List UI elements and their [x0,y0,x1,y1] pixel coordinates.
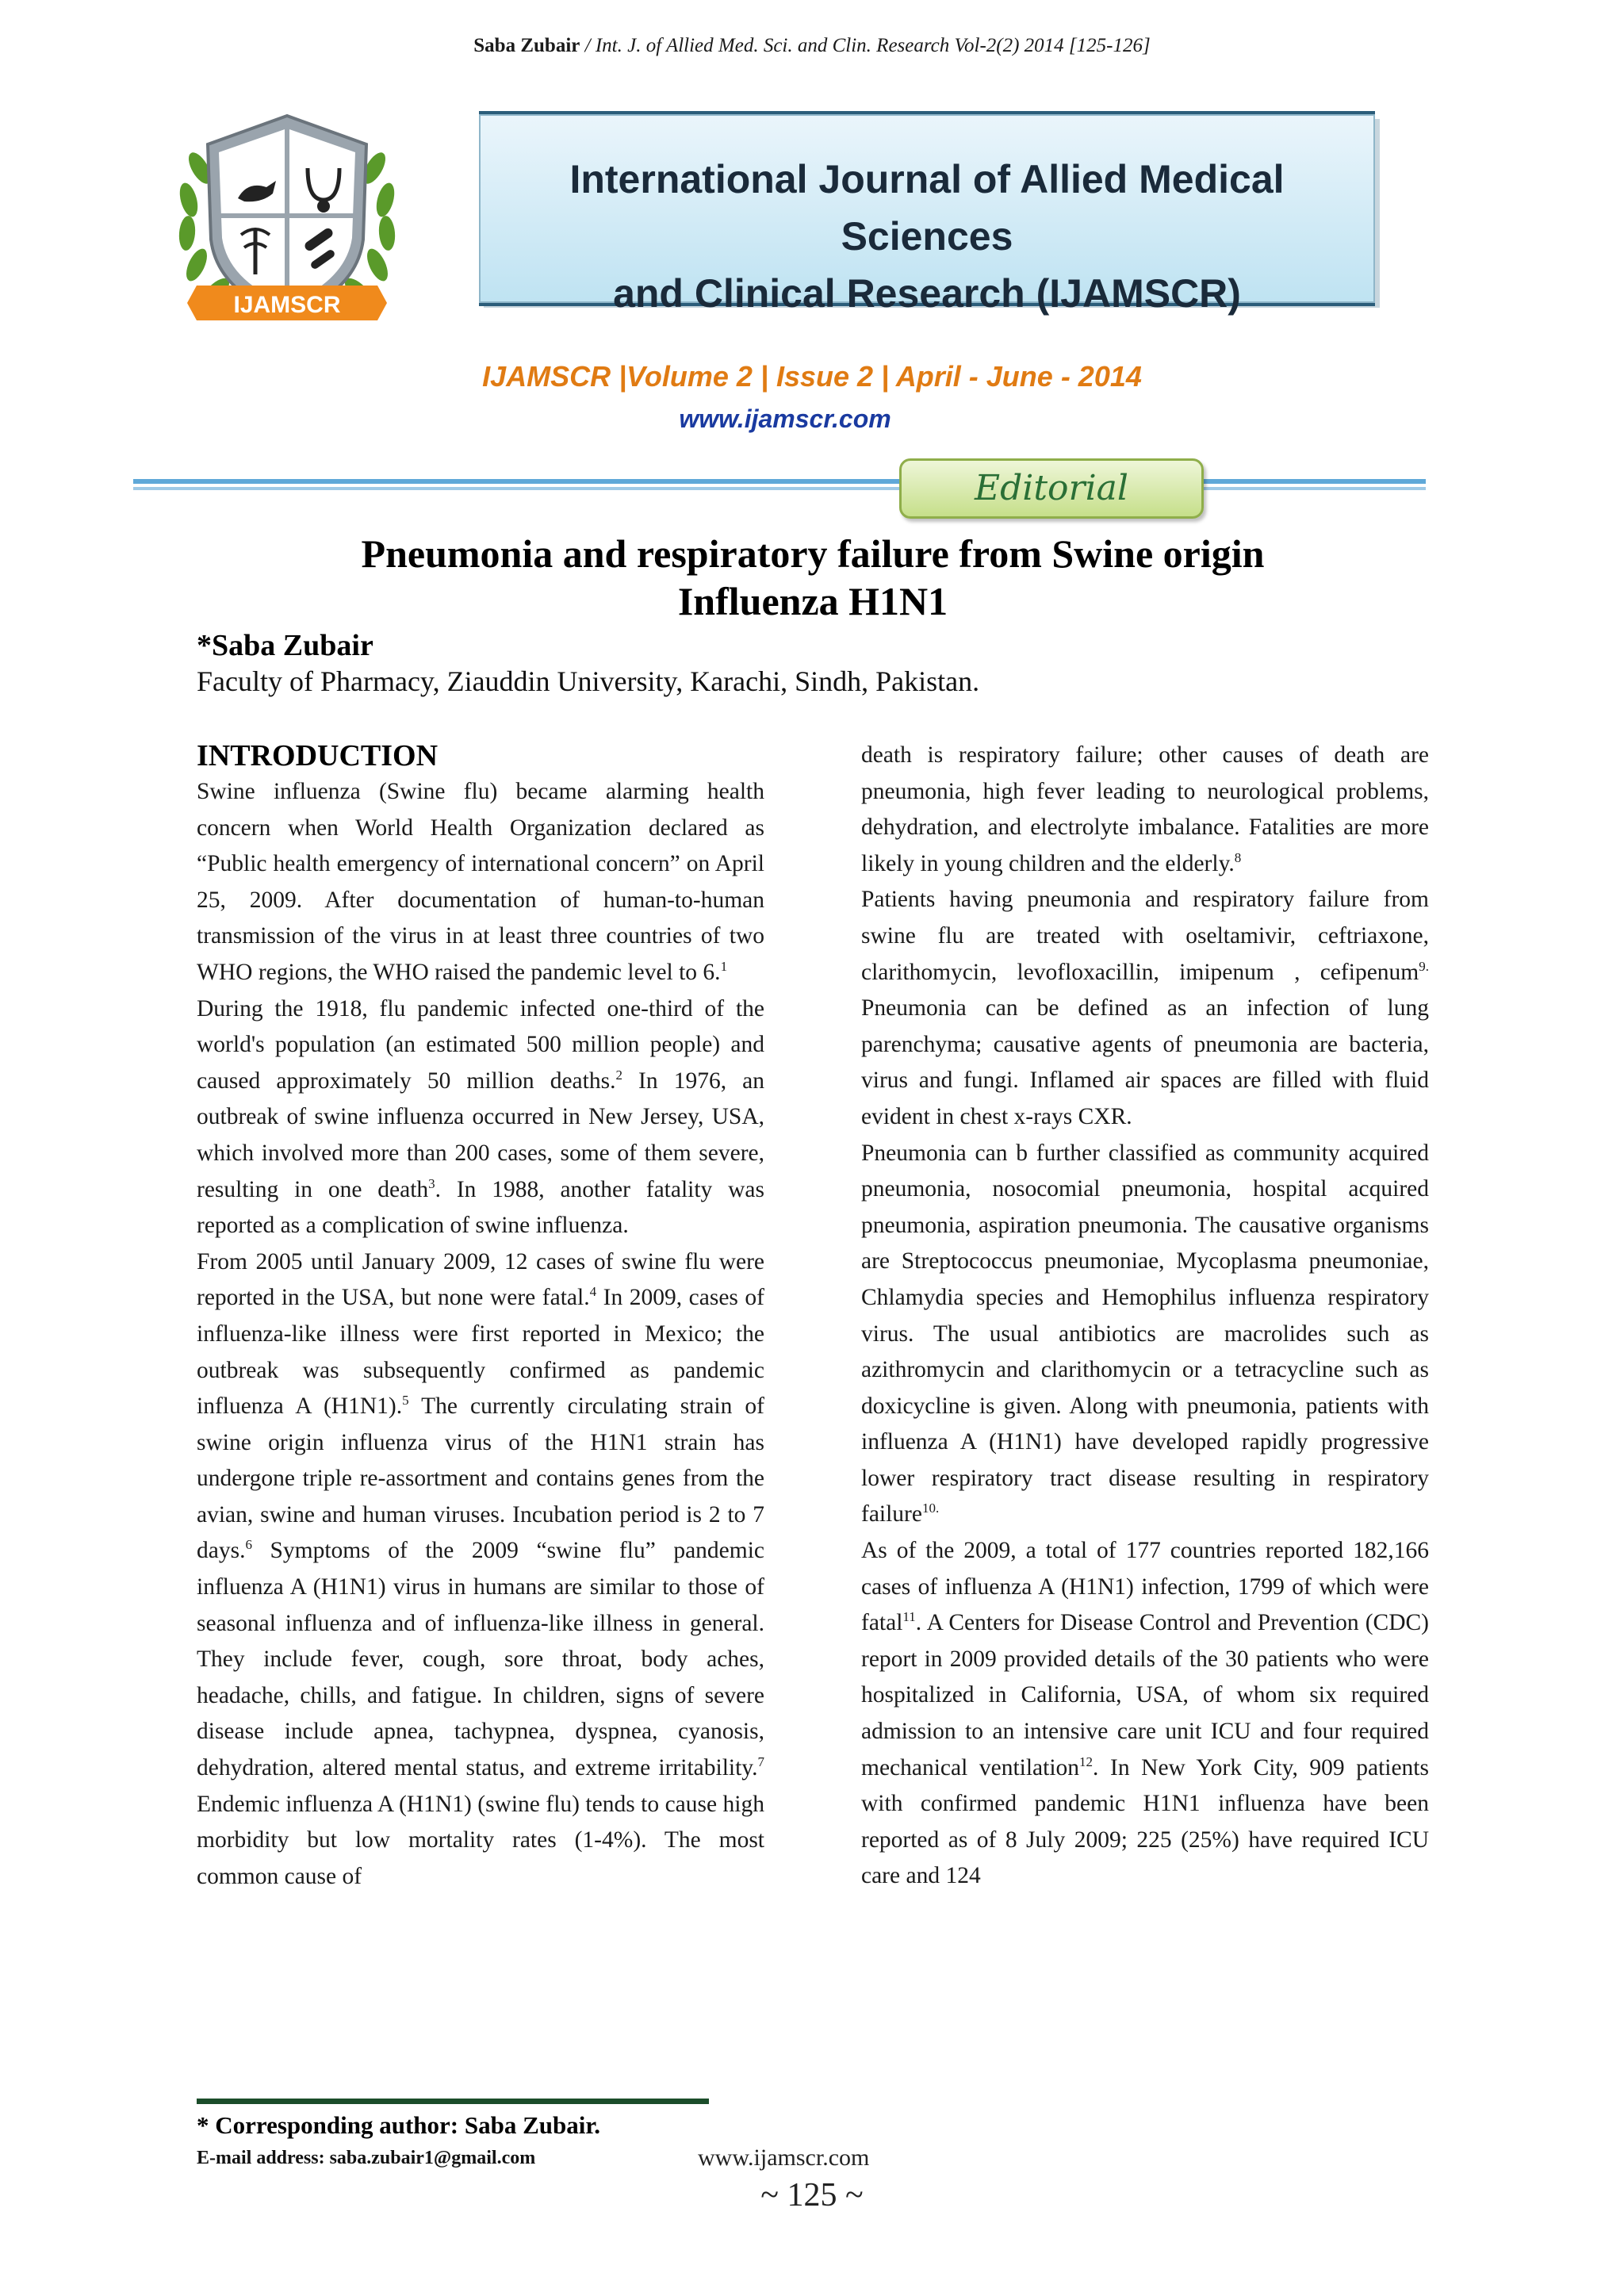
footnote-rule [197,2099,709,2104]
citation-ref: 11 [902,1609,916,1625]
citation-ref: 4 [589,1284,597,1300]
journal-logo [168,105,406,343]
article-author: *Saba Zubair [197,629,373,662]
footer-url: www.ijamscr.com [698,2145,870,2171]
citation-ref: 8 [1234,849,1242,865]
paragraph: From 2005 until January 2009, 12 cases of swine flu were reported in the USA, but none were fatal.$^4$ In 2009, cases of influenza-like illness were first reported in Mexico; the outbreak was subsequently confirmed as pandemic influenza A (H1N1).$^5$ The currently circulating strain of swine origin influenza virus of the H1N1 strain has undergone triple re-assortment and contains genes from the avian, swine and human viruses. Incubation period is 2 to 7 days.$^6$ Symptoms of the 2009 “swine flu” pandemic influenza A (H1N1) virus in humans are similar to those of seasonal influenza and of influenza-like illness in general. They include fever, cough, sore throat, body aches, headache, chills, and fatigue. In children, signs of severe disease include apnea, tachypnea, dyspnea, cyanosis, dehydration, altered mental status, and extreme irritability.$^7$ Endemic influenza A (H1N1) (swine flu) tends to cause high morbidity but low mortality rates (1-4%). The most common cause of [197,1248,765,1889]
paragraph: death is respiratory failure; other causes of death are pneumonia, high fever leading to neurological problems, dehydration, and electrolyte imbalance. Fatalities are more likely in young children and the elderly.$^8$ [861,742,1429,876]
body-column-right [861,738,1429,1895]
article-type-badge: Editorial [899,458,1204,519]
section-heading-introduction: INTRODUCTION [197,739,439,772]
paragraph: As of the 2009, a total of 177 countries reported 182,166 cases of influenza A (H1N1) infection, 1799 of which were fatal$^{11}$. A Centers for Disease Control and Prevention (CDC) report in 2009 provided details of the 30 patients who were hospitalized in California, USA, of whom six required admission to an intensive care unit ICU and four required mechanical ventilation$^{12}$. In New York City, 909 patients with confirmed pandemic H1N1 influenza have been reported as of 8 July 2009; 225 (25%) have required ICU care and 124 [861,1538,1429,1889]
citation-ref: 5 [402,1393,409,1409]
corresponding-author: * Corresponding author: Saba Zubair. [197,2111,601,2139]
paragraph: Swine influenza (Swine flu) became alarming health concern when World Health Organization declared as “Public health emergency of international concern” on April 25, 2009. After documentation of human-to-human transmission of the virus in at least three countries of two WHO regions, the WHO raised the pandemic level to 6.$^1$ [197,779,764,985]
article-title-line2: Influenza H1N1 [677,579,948,623]
running-head-sep: / [580,35,596,56]
citation-ref: 6 [245,1537,252,1553]
citation-ref: 7 [757,1754,764,1770]
article-affiliation: Faculty of Pharmacy, Ziauddin University, Karachi, Sindh, Pakistan. [197,665,980,697]
paragraph: Pneumonia can b further classified as community acquired pneumonia, nosocomial pneumonia, hospital acquired pneumonia, aspiration pneumonia. The causative organisms are Streptococcus pneumoniae, Mycoplasma pneumoniae, Chlamydia species and Hemophilus influenza respiratory virus. The usual antibiotics are macrolides such as azithromycin and clarithomycin or a tetracycline such as doxicycline is given. Along with pneumonia, patients with influenza A (H1N1) have developed rapidly progressive lower respiratory tract disease resulting in respiratory failure$^{10.}$ [861,1140,1429,1527]
citation-ref: 9. [1419,958,1429,974]
body-column-left [197,738,764,1895]
citation-ref: 3 [428,1175,435,1191]
running-head-author: Saba Zubair [473,35,580,56]
running-head-citation: Int. J. of Allied Med. Sci. and Clin. Research Vol-2(2) 2014 [125-126] [595,35,1151,56]
citation-ref: 12 [1079,1754,1094,1769]
logo-text: IJAMSCR [233,292,341,318]
journal-url: www.ijamscr.com [679,404,891,433]
page-number: ~ 125 ~ [760,2177,864,2214]
article-title [206,530,1419,625]
issue-line: IJAMSCR |Volume 2 | Issue 2 | April - June - 2014 [482,360,1142,393]
header-rule [133,479,1426,484]
citation-ref: 2 [615,1067,622,1083]
paragraph: Patients having pneumonia and respiratory failure from swine flu are treated with oseltamivir, ceftriaxone, clarithomycin, levofloxacillin, imipenum , cefipenum$^{9.}$ Pneumonia can be defined as an infection of lung parenchyma; causative agents of pneumonia are bacteria, virus and fungi. Inflamed air spaces are filled with fluid evident in chest x-rays CXR. [861,887,1429,1129]
journal-name-line2: and Clinical Research (IJAMSCR) [613,271,1241,316]
citation-ref: 10. [921,1501,940,1516]
journal-name-line1: International Journal of Allied Medical Sciences [569,157,1285,259]
header-rule-thin [133,487,1426,490]
running-head [0,35,1624,57]
journal-name [479,151,1375,322]
paragraph: During the 1918, flu pandemic infected one-third of the world's population (an estimated 500 million people) and caused approximately 50 million deaths.$^2$ In 1976, an outbreak of swine influenza occurred in New Jersey, USA, which involved more than 200 cases, some of them severe, resulting in one death$^3$. In 1988, another fatality was reported as a complication of swine influenza. [197,995,764,1239]
corresponding-email: E-mail address: saba.zubair1@gmail.com [197,2148,536,2168]
citation-ref: 1 [720,959,728,975]
article-title-line1: Pneumonia and respiratory failure from Swine origin [361,531,1265,576]
